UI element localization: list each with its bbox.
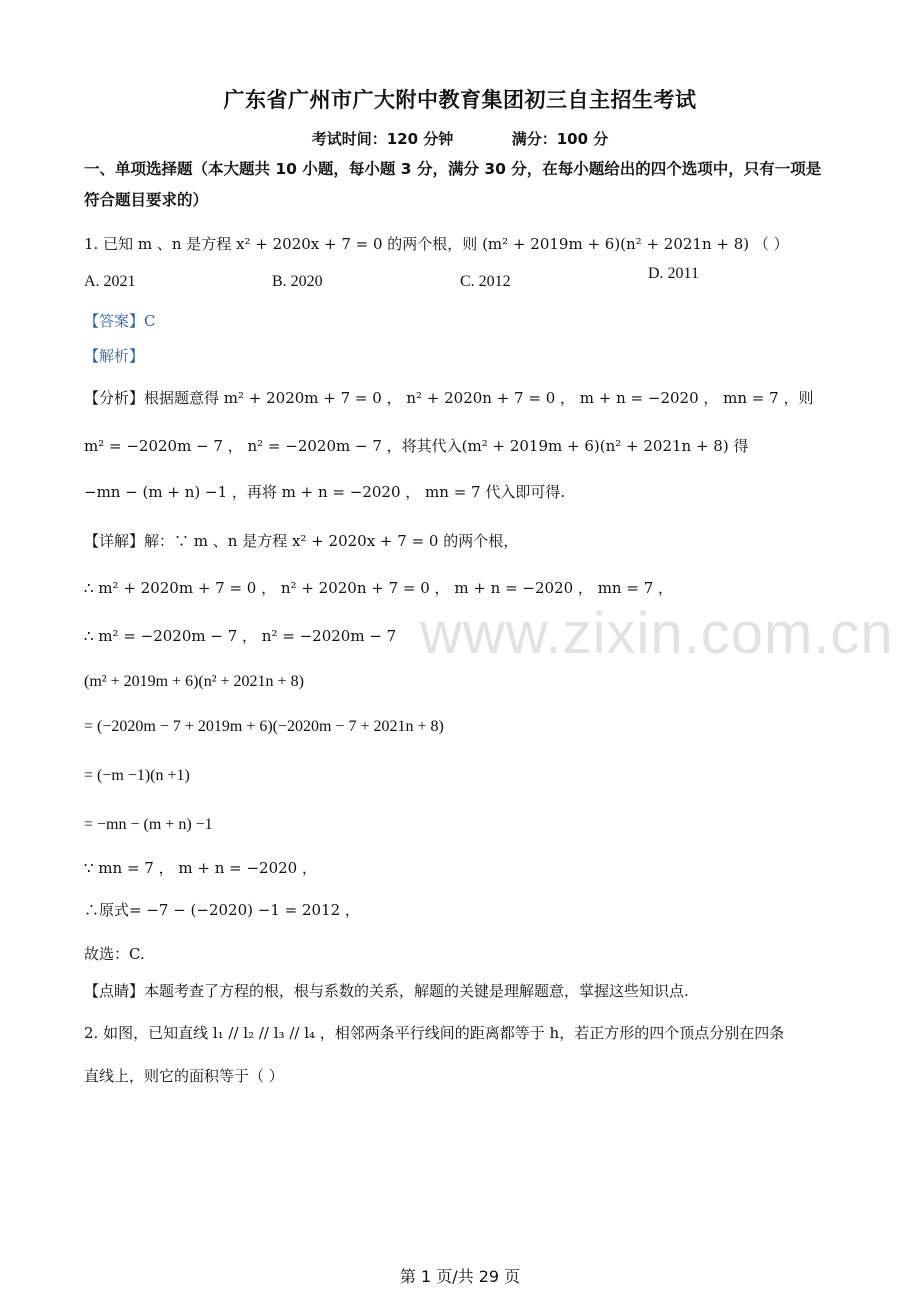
question-2-stem-cont: 直线上，则它的面积等于（ ） [84, 1067, 284, 1085]
exam-time: 考试时间：120 分钟 [311, 130, 454, 148]
solution-line: ∴ m² = −2020m − 7 ， n² = −2020m − 7 [84, 627, 397, 645]
solution-line: = (−2020m − 7 + 2019m + 6)(−2020m − 7 + 2021n + 8) [84, 718, 444, 735]
page-footer: 第 1 页/共 29 页 [399, 1267, 521, 1286]
question-2-stem: 2. 如图，已知直线 l₁ // l₂ // l₃ // l₄ ，相邻两条平行线间的距离都等于 h，若正方形的四个顶点分别在四条 [84, 1024, 785, 1042]
analysis-line: m² = −2020m − 7 ， n² = −2020m − 7 ，将其代入(m² + 2019m + 6)(n² + 2021n + 8) 得 [84, 437, 749, 455]
exam-info [0, 128, 920, 149]
solution-line: ∴ m² + 2020m + 7 = 0 ， n² + 2020n + 7 = 0 ， m + n = −2020 ， mn = 7 ， [84, 579, 673, 597]
solution-line: 【详解】解：∵ m 、n 是方程 x² + 2020x + 7 = 0 的两个根， [84, 532, 519, 550]
section-heading: 一、单项选择题（本大题共 10 小题，每小题 3 分，满分 30 分，在每小题给出的四个选项中，只有一项是符合题目要求的） [84, 160, 822, 209]
question-1-stem: 1. 已知 m 、n 是方程 x² + 2020x + 7 = 0 的两个根，则 (m² + 2019m + 6)(n² + 2021n + 8) （ ） [84, 235, 789, 253]
solution-line: = (−m −1)(n +1) [84, 767, 190, 784]
option-d: D. 2011 [648, 265, 699, 282]
comment-line: 【点睛】本题考查了方程的根，根与系数的关系，解题的关键是理解题意，掌握这些知识点. [84, 982, 689, 1000]
solution-line: ∴原式= −7 − (−2020) −1 = 2012 ， [84, 901, 360, 919]
analysis-line: 【分析】根据题意得 m² + 2020m + 7 = 0 ， n² + 2020n + 7 = 0 ， m + n = −2020 ， mn = 7 ，则 [84, 389, 814, 407]
page-title: 广东省广州市广大附中教育集团初三自主招生考试 [223, 88, 697, 112]
solution-line: (m² + 2019m + 6)(n² + 2021n + 8) [84, 673, 304, 690]
option-b: B. 2020 [272, 273, 323, 290]
analysis-line: −mn − (m + n) −1 ，再将 m + n = −2020 ， mn = 7 代入即可得. [84, 483, 566, 501]
solution-line: = −mn − (m + n) −1 [84, 816, 213, 833]
option-c: C. 2012 [460, 273, 511, 290]
solution-line: 故选：C. [84, 945, 145, 963]
watermark: www.zixin.com.cn [420, 601, 894, 666]
answer-label: 【答案】C [84, 312, 156, 330]
exam-score: 满分：100 分 [511, 130, 609, 148]
solution-line: ∵ mn = 7 ， m + n = −2020 ， [84, 859, 317, 877]
analysis-label: 【解析】 [84, 347, 145, 365]
option-a: A. 2021 [84, 273, 136, 290]
